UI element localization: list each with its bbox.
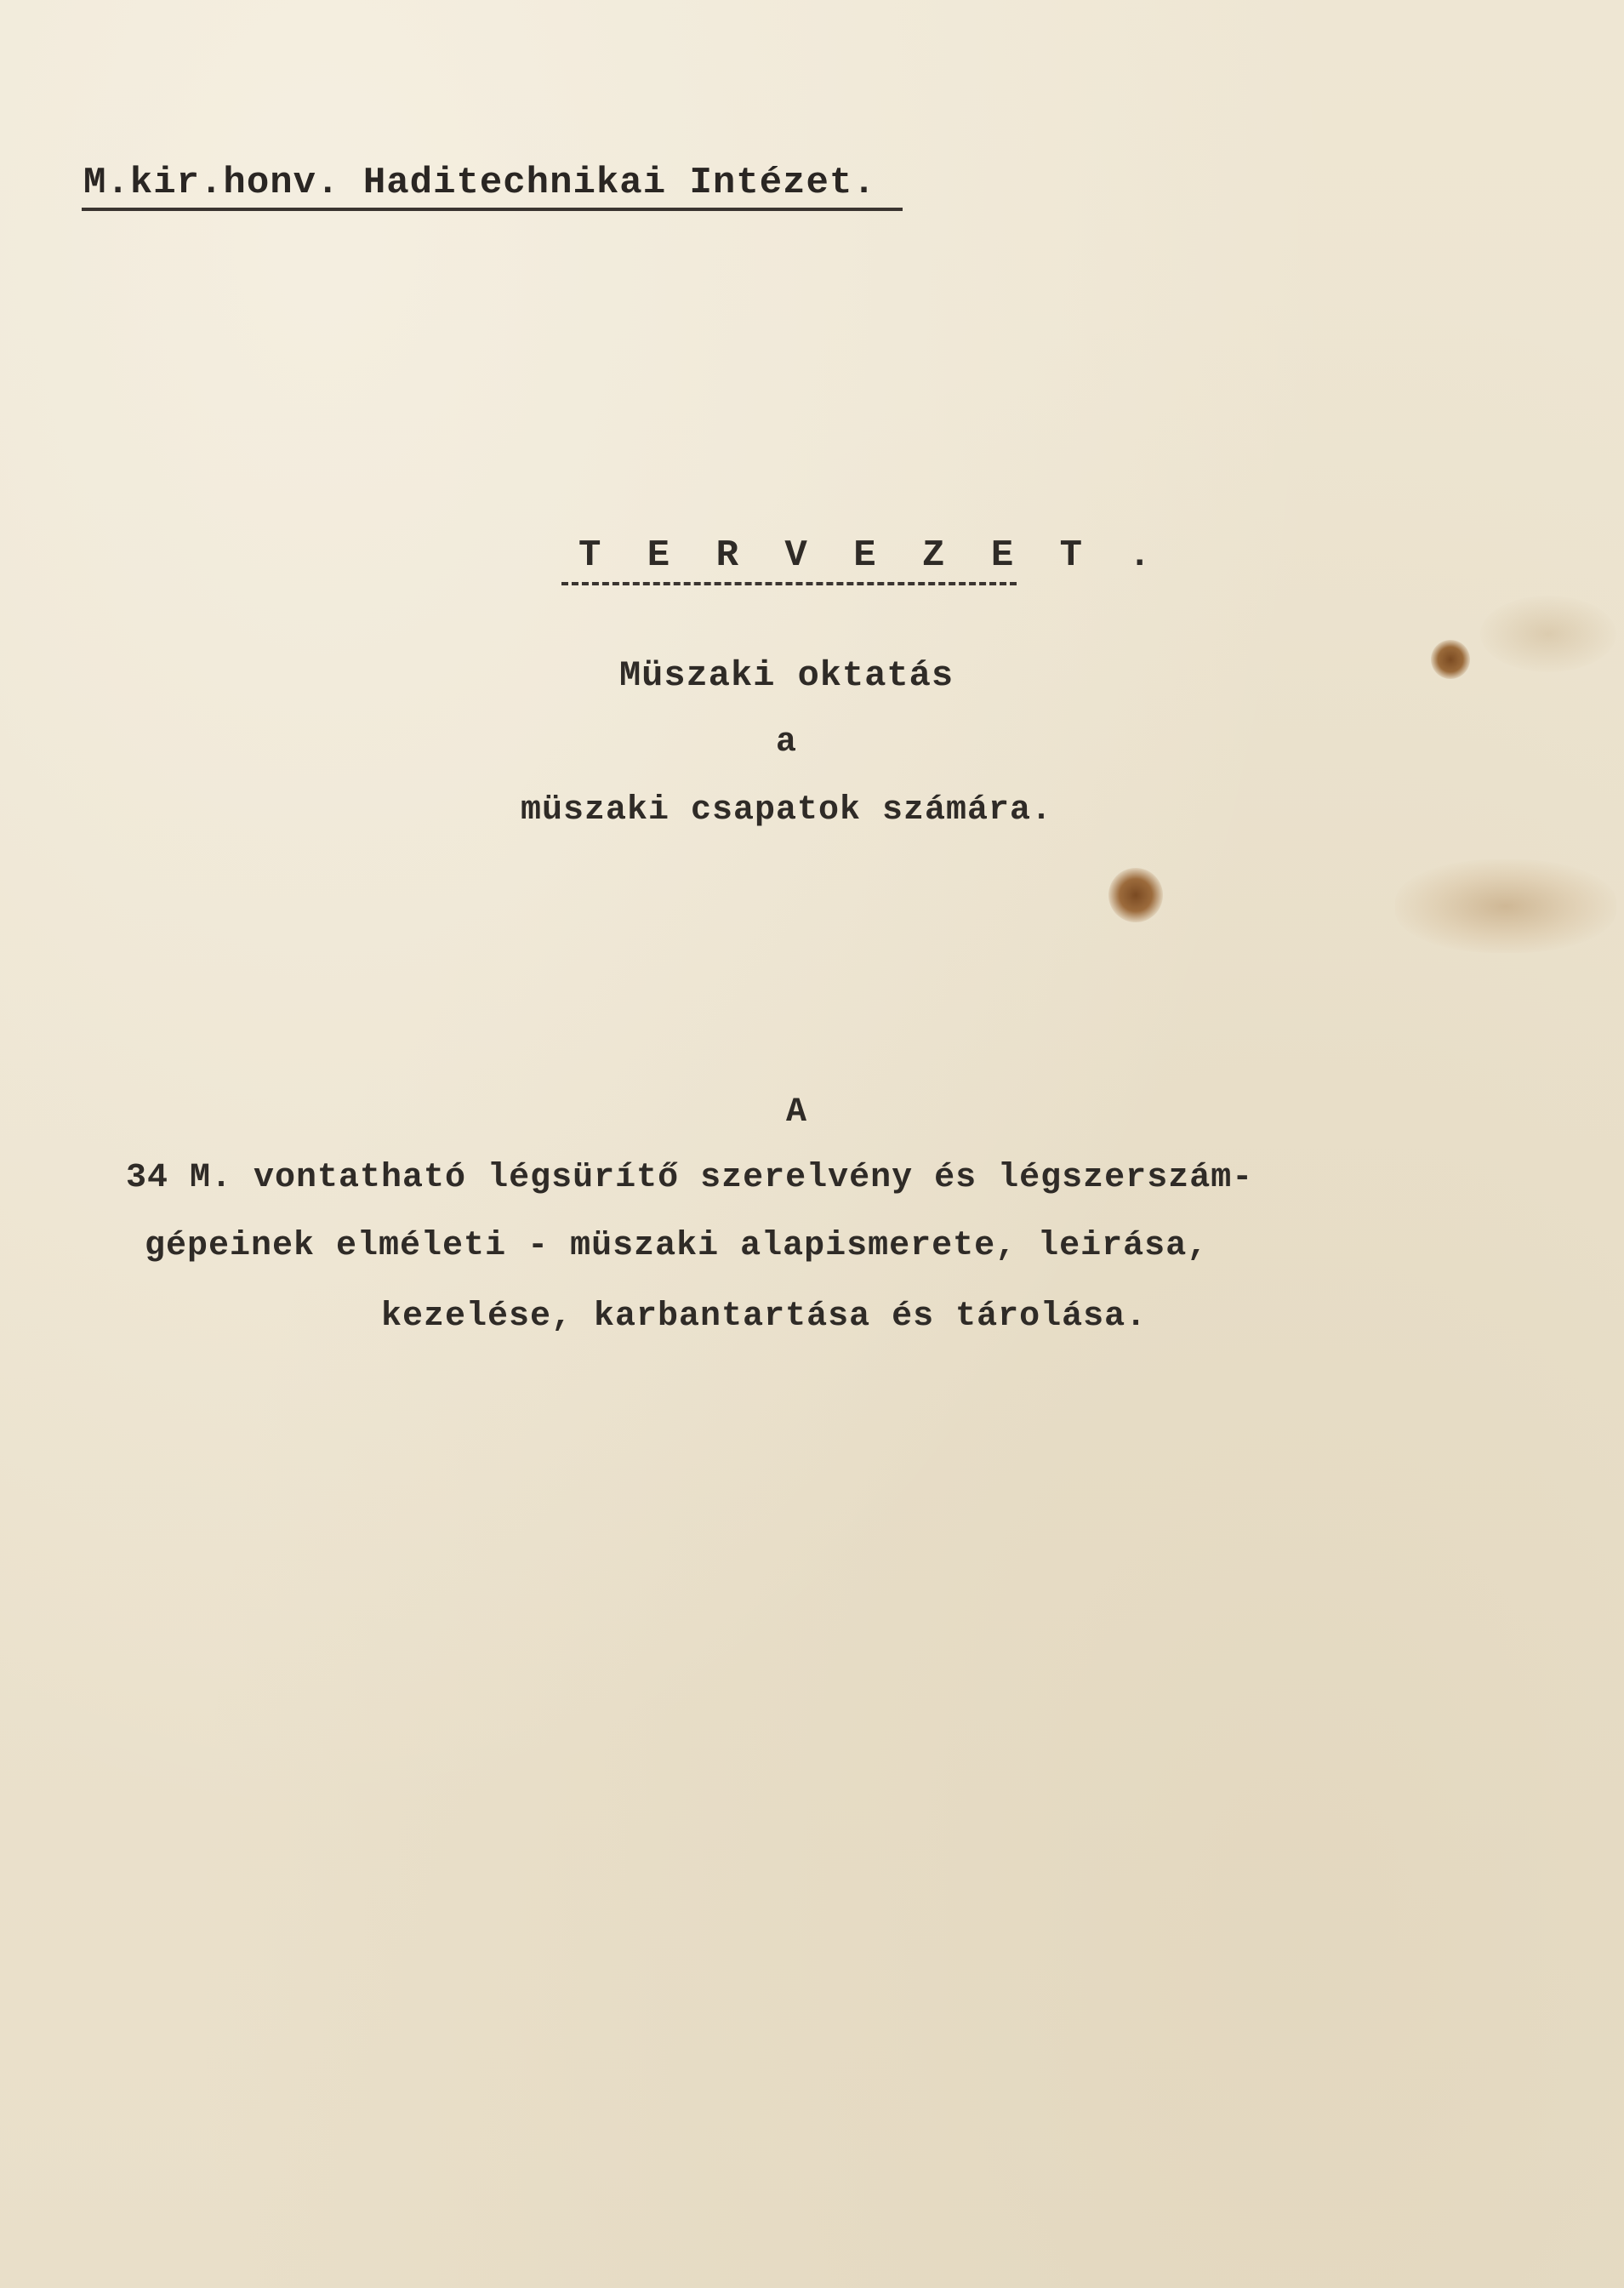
document-title: T E R V E Z E T . bbox=[578, 534, 1163, 577]
body-line-2: gépeinek elméleti - müszaki alapismerete, leirása, bbox=[145, 1227, 1209, 1265]
institution-header: M.kir.honv. Haditechnikai Intézet. bbox=[83, 162, 876, 204]
section-letter: A bbox=[785, 1093, 807, 1132]
foxing-stain bbox=[1108, 868, 1163, 922]
subtitle-line-2: a bbox=[775, 723, 797, 762]
subtitle-line-3: müszaki csapatok számára. bbox=[520, 791, 1053, 830]
body-line-1: 34 M. vontatható légsürítő szerelvény és légszerszám- bbox=[126, 1159, 1254, 1197]
header-underline bbox=[82, 208, 903, 211]
subtitle-line-1: Müszaki oktatás bbox=[618, 655, 954, 696]
title-underline bbox=[561, 582, 1017, 585]
body-line-3: kezelése, karbantartása és tárolása. bbox=[381, 1298, 1148, 1336]
water-stain bbox=[1395, 859, 1616, 953]
